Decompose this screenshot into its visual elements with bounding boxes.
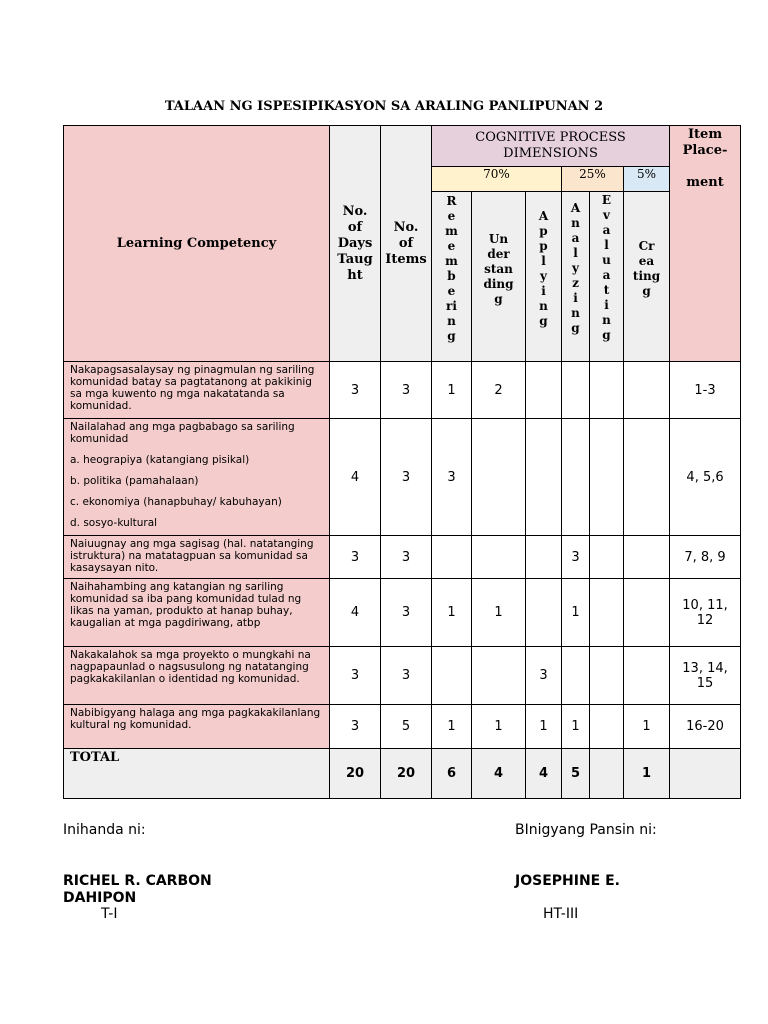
understanding-cell: 1 bbox=[472, 579, 526, 647]
total-days: 20 bbox=[330, 749, 381, 799]
analyzing-cell bbox=[562, 362, 590, 419]
analyzing-cell: 1 bbox=[562, 705, 590, 749]
competency-cell: Nabibigyang halaga ang mga pagkakakilanlang kultural ng komunidad. bbox=[64, 705, 330, 749]
header-applying: A p p l y i n g bbox=[538, 209, 549, 328]
applying-cell bbox=[526, 536, 562, 579]
table-row bbox=[64, 647, 741, 705]
understanding-cell: 2 bbox=[472, 362, 526, 419]
days-cell: 3 bbox=[330, 705, 381, 749]
evaluating-cell bbox=[590, 362, 624, 419]
table-row bbox=[64, 705, 741, 749]
competency-cell: Nailalahad ang mga pagbabago sa sariling komunidad a. heograpiya (katangiang pisikal) b. politika (pamahalaan) c. ekonomiya (hanapbuhay/ kabuhayan) d. sosyo-kultural bbox=[64, 419, 330, 536]
items-cell: 3 bbox=[381, 536, 432, 579]
header-remembering: R e m e m b e ri n g bbox=[445, 194, 458, 343]
creating-cell bbox=[624, 419, 670, 536]
noted-by-name-line1: JOSEPHINE E. bbox=[515, 873, 620, 889]
understanding-cell bbox=[472, 419, 526, 536]
evaluating-cell bbox=[590, 419, 624, 536]
analyzing-cell: 3 bbox=[562, 536, 590, 579]
header-evaluating: E v a l u a t i n g bbox=[601, 193, 612, 342]
items-cell: 5 bbox=[381, 705, 432, 749]
understanding-cell bbox=[472, 647, 526, 705]
analyzing-cell: 1 bbox=[562, 579, 590, 647]
days-cell: 4 bbox=[330, 419, 381, 536]
placement-cell: 13, 14, 15 bbox=[670, 647, 741, 705]
total-evaluating bbox=[590, 749, 624, 799]
creating-cell bbox=[624, 579, 670, 647]
evaluating-cell bbox=[590, 705, 624, 749]
items-cell: 3 bbox=[381, 647, 432, 705]
remembering-cell bbox=[432, 647, 472, 705]
header-learning-competency: Learning Competency bbox=[64, 126, 330, 362]
document-title: TALAAN NG ISPESIPIKASYON SA ARALING PANLIPUNAN 2 bbox=[164, 99, 604, 114]
header-creating: Cr ea ting g bbox=[632, 239, 661, 298]
table-row bbox=[64, 579, 741, 647]
evaluating-cell bbox=[590, 579, 624, 647]
placement-cell: 1-3 bbox=[670, 362, 741, 419]
applying-cell bbox=[526, 362, 562, 419]
competency-cell: Naiuugnay ang mga sagisag (hal. natatanging istruktura) na matatagpuan sa komunidad sa kasaysayan nito. bbox=[64, 536, 330, 579]
total-row bbox=[64, 749, 741, 799]
remembering-cell: 1 bbox=[432, 705, 472, 749]
understanding-cell bbox=[472, 536, 526, 579]
noted-by-label: BInigyang Pansin ni: bbox=[515, 822, 657, 838]
prepared-by-name: RICHEL R. CARBON bbox=[63, 873, 212, 889]
header-no-items: No. of Items bbox=[381, 126, 432, 362]
creating-cell bbox=[624, 647, 670, 705]
table-row bbox=[64, 362, 741, 419]
header-days-taught: No. of Days Taug ht bbox=[330, 126, 381, 362]
header-pct-25: 25% bbox=[562, 167, 624, 192]
understanding-cell: 1 bbox=[472, 705, 526, 749]
placement-cell: 7, 8, 9 bbox=[670, 536, 741, 579]
items-cell: 3 bbox=[381, 579, 432, 647]
total-applying: 4 bbox=[526, 749, 562, 799]
total-analyzing: 5 bbox=[562, 749, 590, 799]
table-row bbox=[64, 419, 741, 536]
total-creating: 1 bbox=[624, 749, 670, 799]
applying-cell bbox=[526, 579, 562, 647]
placement-cell: 16-20 bbox=[670, 705, 741, 749]
days-cell: 3 bbox=[330, 647, 381, 705]
analyzing-cell bbox=[562, 419, 590, 536]
creating-cell: 1 bbox=[624, 705, 670, 749]
competency-cell: Nakakalahok sa mga proyekto o mungkahi na nagpapaunlad o nagsusulong ng natatanging pagkakakilanlan o identidad ng komunidad. bbox=[64, 647, 330, 705]
competency-cell: Nakapagsasalaysay ng pinagmulan ng sariling komunidad batay sa pagtatanong at pakikinig sa mga kuwento ng mga nakatatanda sa komunidad. bbox=[64, 362, 330, 419]
competency-cell: Naihahambing ang katangian ng sariling komunidad sa iba pang komunidad tulad ng likas na yaman, produkto at hanap buhay, kaugalian at mga pagdiriwang, atbp bbox=[64, 579, 330, 647]
total-label: TOTAL bbox=[64, 749, 330, 799]
analyzing-cell bbox=[562, 647, 590, 705]
remembering-cell bbox=[432, 536, 472, 579]
applying-cell: 3 bbox=[526, 647, 562, 705]
remembering-cell: 1 bbox=[432, 579, 472, 647]
creating-cell bbox=[624, 362, 670, 419]
remembering-cell: 3 bbox=[432, 419, 472, 536]
table-row bbox=[64, 536, 741, 579]
items-cell: 3 bbox=[381, 362, 432, 419]
placement-cell: 10, 11, 12 bbox=[670, 579, 741, 647]
days-cell: 4 bbox=[330, 579, 381, 647]
applying-cell bbox=[526, 419, 562, 536]
days-cell: 3 bbox=[330, 362, 381, 419]
header-pct-5: 5% bbox=[624, 167, 670, 192]
evaluating-cell bbox=[590, 536, 624, 579]
header-analyzing: A n a l y z i n g bbox=[570, 201, 581, 335]
creating-cell bbox=[624, 536, 670, 579]
noted-by-position: HT-III bbox=[543, 906, 579, 922]
applying-cell: 1 bbox=[526, 705, 562, 749]
noted-by-name-line2: DAHIPON bbox=[63, 890, 137, 906]
placement-cell: 4, 5,6 bbox=[670, 419, 741, 536]
header-pct-70: 70% bbox=[432, 167, 562, 192]
header-cognitive-dimensions: COGNITIVE PROCESS DIMENSIONS bbox=[432, 126, 670, 167]
items-cell: 3 bbox=[381, 419, 432, 536]
prepared-by-position: T-I bbox=[101, 906, 118, 922]
header-understanding: Un der stan ding g bbox=[483, 232, 514, 306]
total-understanding: 4 bbox=[472, 749, 526, 799]
days-cell: 3 bbox=[330, 536, 381, 579]
evaluating-cell bbox=[590, 647, 624, 705]
specification-table bbox=[63, 125, 741, 799]
header-item-placement: Item Place- ment bbox=[670, 126, 741, 362]
prepared-by-label: Inihanda ni: bbox=[63, 822, 146, 838]
total-items: 20 bbox=[381, 749, 432, 799]
total-remembering: 6 bbox=[432, 749, 472, 799]
total-placement bbox=[670, 749, 741, 799]
remembering-cell: 1 bbox=[432, 362, 472, 419]
